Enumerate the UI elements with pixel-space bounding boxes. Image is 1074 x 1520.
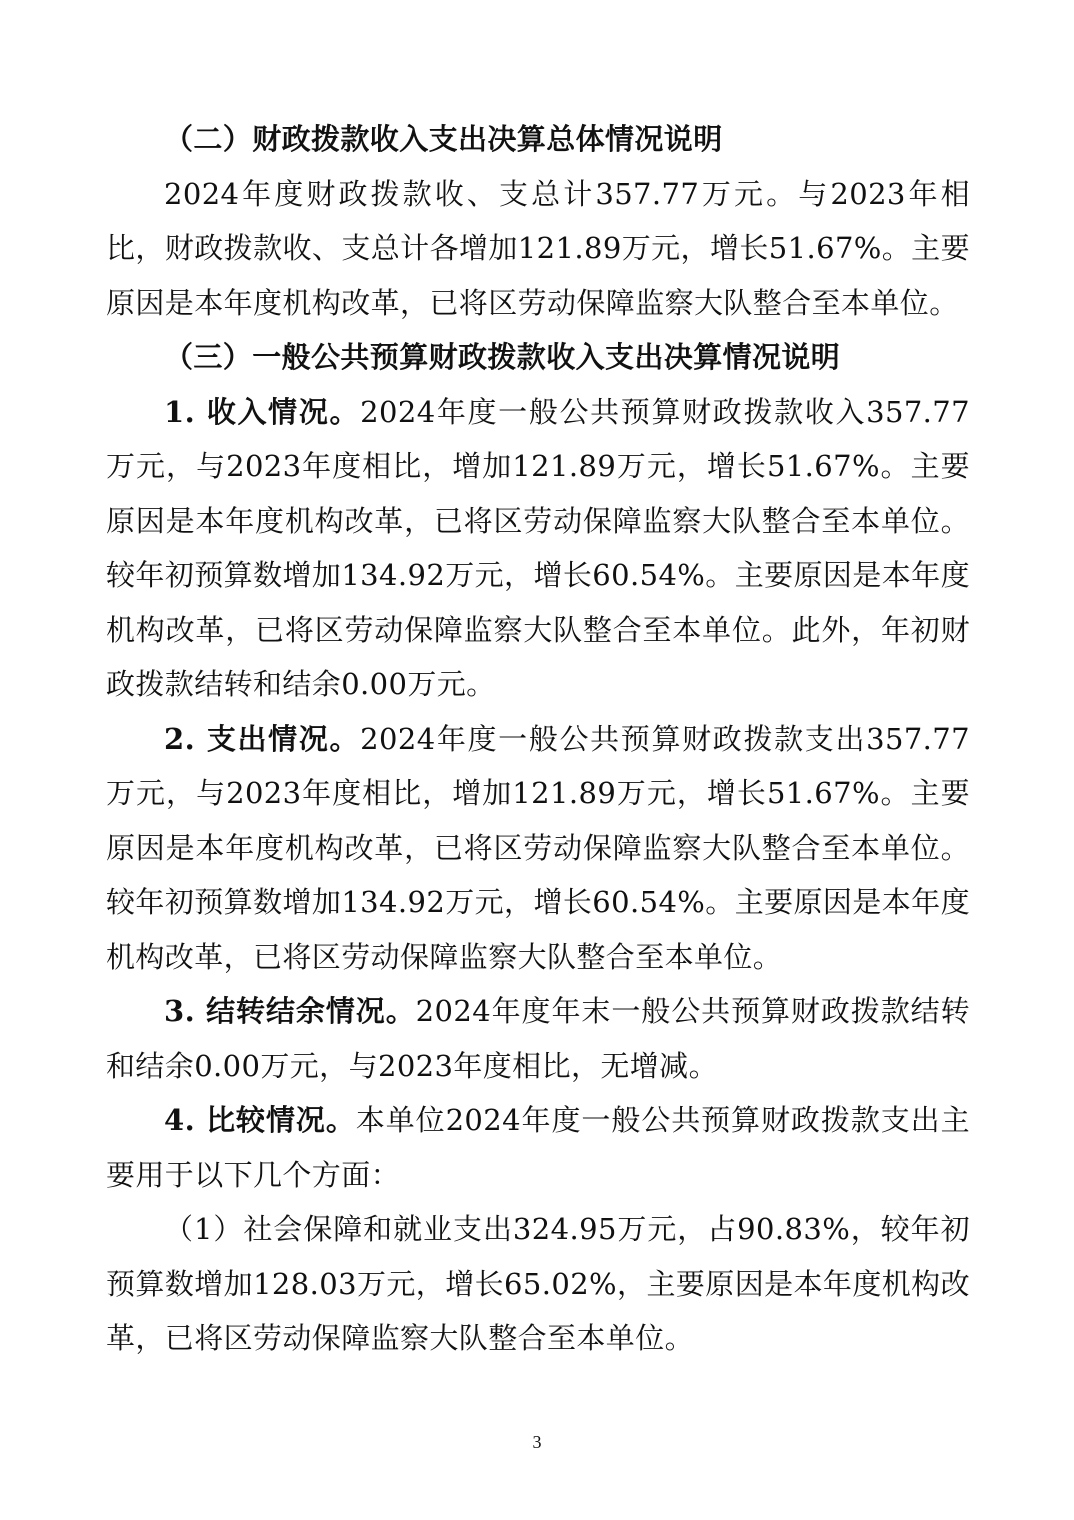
page-number: 3 [532,1432,542,1452]
section-2-paragraph: 2024年度财政拨款收、支总计357.77万元。与2023年相比，财政拨款收、支总计各增加121.89万元，增长51.67%。主要原因是本年度机构改革，已将区劳动保障监察大队整合至本单位。 [106,176,970,320]
section-heading-3: （三）一般公共预算财政拨款收入支出决算情况说明 [164,340,841,374]
item-comparison-lead: 4. 比较情况。 [164,1103,356,1137]
item-income-text: 2024年度一般公共预算财政拨款收入357.77万元，与2023年度相比，增加121.89万元，增长51.67%。主要原因是本年度机构改革，已将区劳动保障监察大队整合至本单位。较年初预算数增加134.92万元，增长60.54%。主要原因是本年度机构改革，已将区劳动保障监察大队整合至本单位。此外，年初财政拨款结转和结余0.00万元。 [106,394,970,701]
item-income [106,385,970,712]
subitem-social-security: （1）社会保障和就业支出324.95万元，占90.83%，较年初预算数增加128.03万元，增长65.02%，主要原因是本年度机构改革，已将区劳动保障监察大队整合至本单位。 [106,1212,970,1355]
item-balance [106,984,970,1093]
document-body [106,112,970,1366]
item-balance-text: 2024年度年末一般公共预算财政拨款结转和结余0.00万元，与2023年度相比，无增减。 [106,994,971,1083]
item-expenditure-text: 2024年度一般公共预算财政拨款支出357.77万元，与2023年度相比，增加121.89万元，增长51.67%。主要原因是本年度机构改革，已将区劳动保障监察大队整合至本单位。较年初预算数增加134.92万元，增长60.54%。主要原因是本年度机构改革，已将区劳动保障监察大队整合至本单位。 [106,721,970,974]
item-comparison-text: 本单位2024年度一般公共预算财政拨款支出主要用于以下几个方面： [106,1103,970,1192]
section-heading-2: （二）财政拨款收入支出决算总体情况说明 [164,122,723,156]
item-balance-lead: 3. 结转结余情况。 [164,994,416,1028]
item-expenditure-lead: 2. 支出情况。 [164,721,361,756]
item-comparison [106,1093,970,1202]
item-expenditure [106,712,970,985]
item-income-lead: 1. 收入情况。 [164,394,361,429]
